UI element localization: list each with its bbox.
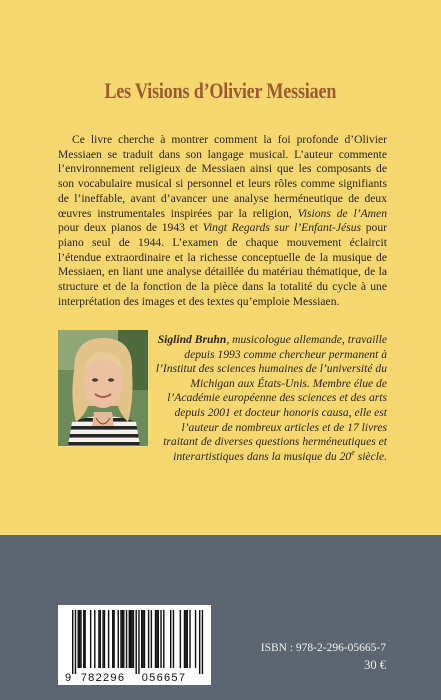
- barcode-bar: [80, 610, 81, 668]
- book-price: 30 €: [364, 658, 386, 672]
- barcode-bar: [130, 610, 131, 668]
- barcode-graphic: [58, 605, 211, 685]
- barcode-digit-first: 9: [65, 672, 72, 684]
- barcode-bar: [126, 610, 127, 668]
- author-photo: [58, 330, 148, 446]
- barcode-bar: [75, 610, 76, 674]
- author-portrait-icon: [58, 330, 148, 446]
- barcode-bar: [113, 610, 114, 668]
- barcode-bar: [72, 610, 73, 674]
- book-title: [0, 78, 441, 104]
- book-blurb: [58, 133, 387, 309]
- barcode-bar: [173, 610, 174, 668]
- blurb-segment: pour deux pianos de 1943 et: [58, 221, 203, 235]
- barcode-bar: [104, 610, 105, 668]
- barcode-bar: [144, 610, 145, 668]
- barcode-bar: [102, 610, 103, 668]
- book-title-text: Les Visions d’Olivier Messiaen: [104, 78, 337, 103]
- barcode-bar: [189, 610, 190, 668]
- blurb-segment: Ce livre cherche à montrer comment la foi profonde d’Olivier Messiaen se traduit dans son langage musical. L’auteur commente l’environnement religieux de Messiaen ainsi que les composants de son vocabulaire musical si personnel et leurs rôles comme signifiants de l’ineffable, avant d’avancer une analyse herméneutique de deux œuvres instrumentales inspirées par la religion,: [58, 133, 387, 220]
- barcode-bar: [202, 610, 203, 674]
- barcode-bar: [163, 610, 164, 668]
- barcode-bar: [133, 610, 134, 668]
- barcode-bar: [180, 610, 181, 668]
- author-bio: [150, 333, 387, 464]
- barcode-bar: [195, 610, 196, 668]
- barcode-bar: [156, 610, 157, 668]
- barcode-bar: [129, 610, 130, 668]
- barcode-bar: [131, 610, 132, 668]
- barcode-digits-left: 782296: [80, 672, 126, 684]
- bio-segment: Siglind Bruhn: [157, 333, 227, 346]
- barcode-bar: [78, 610, 79, 668]
- barcode-bar: [184, 610, 185, 668]
- barcode-bar: [112, 610, 113, 668]
- barcode: [58, 605, 211, 685]
- blurb-segment: pour piano seul de 1944. L’examen de chaque mouvement éclaircit l’étendue extraordinaire et la richesse conceptuelle de la musique de Messiaen, en liant une analyse détaillée du matériau thématique, de la structure et de la fonction de la pièce dans la totalité du cycle à une interprétation des images et des textes qu’emploie Messiaen.: [58, 221, 387, 308]
- barcode-bar: [123, 610, 124, 668]
- barcode-bar: [135, 610, 136, 674]
- barcode-bar: [79, 610, 80, 668]
- barcode-bar: [108, 610, 109, 668]
- barcode-bar: [141, 610, 142, 668]
- barcode-bar: [118, 610, 119, 668]
- barcode-bar: [160, 610, 161, 668]
- barcode-bar: [185, 610, 186, 668]
- barcode-bar: [138, 610, 139, 674]
- blurb-segment: Vingt Regards sur l’Enfant-Jésus: [202, 221, 362, 235]
- barcode-bar: [83, 610, 84, 668]
- isbn-number: ISBN : 978-2-296-05665-7: [260, 642, 386, 654]
- barcode-bar: [187, 610, 188, 668]
- barcode-bar: [90, 610, 91, 668]
- bio-segment: siècle.: [354, 449, 387, 463]
- barcode-bar: [122, 610, 123, 668]
- barcode-bar: [148, 610, 149, 668]
- bio-segment: e: [351, 447, 355, 457]
- barcode-bar: [170, 610, 171, 668]
- blurb-segment: Visions de l’Amen: [297, 206, 387, 220]
- barcode-bar: [100, 610, 101, 668]
- bio-segment: , musicologue allemande, travaille depuis 1993 comme chercheur permanent à l’Institut des sciences humaines de l’université du Michigan aux États-Unis. Membre élue de l’Académie européenne des sciences et des arts depuis 2001 et docteur honoris causa, elle est l’auteur de nombreux articles et de 17 livres traitant de diverses questions herméneutiques et interartistiques dans la musique du 20: [155, 333, 387, 463]
- barcode-bar: [94, 610, 95, 668]
- barcode-bar: [98, 610, 99, 668]
- barcode-bar: [142, 610, 143, 668]
- barcode-bar: [158, 610, 159, 668]
- barcode-bar: [84, 610, 85, 668]
- barcode-bar: [151, 610, 152, 668]
- barcode-digits-right: 056657: [141, 672, 187, 684]
- barcode-bar: [155, 610, 156, 668]
- barcode-bars: [72, 610, 203, 674]
- barcode-bar: [120, 610, 121, 668]
- barcode-bar: [199, 610, 200, 674]
